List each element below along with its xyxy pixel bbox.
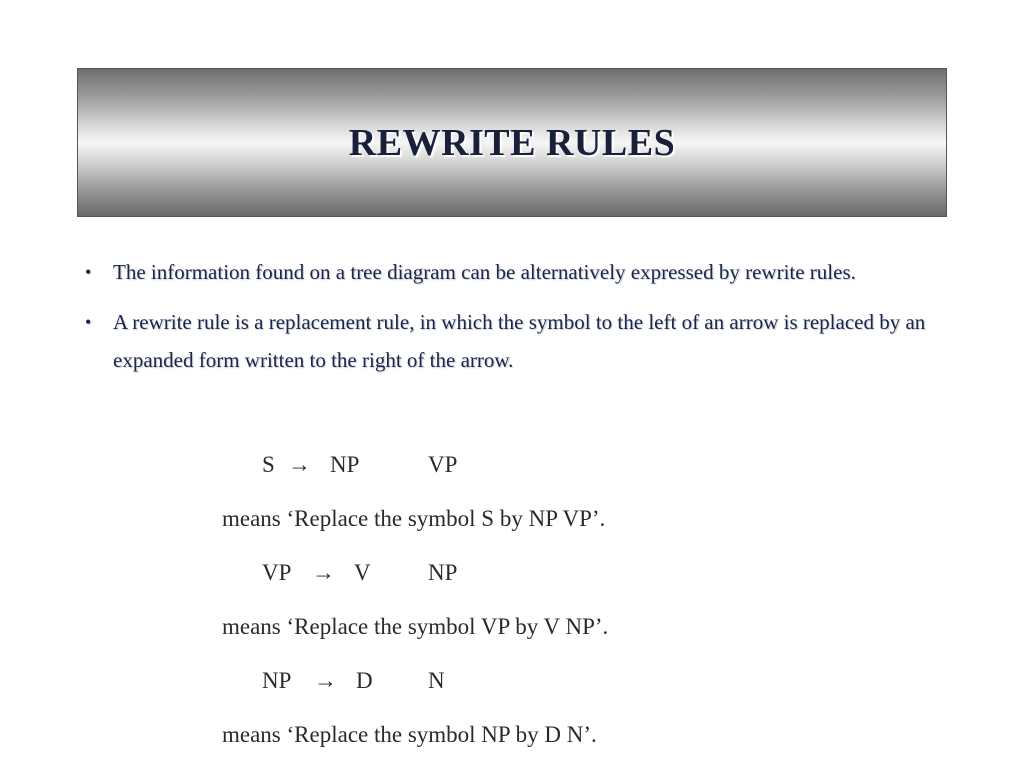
rule-np (262, 665, 922, 697)
rule-vp (262, 557, 922, 589)
rewrite-rules-block (222, 449, 922, 768)
rule-arrow: → (312, 560, 335, 585)
rule-rhs-first: NP (330, 452, 360, 477)
rule-rhs-first: V (354, 560, 371, 585)
rule-meaning: means ‘Replace the symbol S by NP VP’. (222, 506, 606, 531)
rule-s (262, 449, 922, 481)
rule-meaning: means ‘Replace the symbol VP by V NP’. (222, 614, 609, 639)
rule-rhs-second: NP (428, 560, 458, 585)
bullet-text: The information found on a tree diagram can be alternatively expressed by rewrite rules. (113, 260, 856, 284)
rule-lhs: VP (262, 560, 292, 585)
rule-rhs-second: N (428, 668, 445, 693)
rule-meaning: means ‘Replace the symbol NP by D N’. (222, 722, 597, 747)
bullet-item (85, 253, 935, 291)
bullet-dot-icon: • (85, 312, 92, 332)
bullet-dot-icon: • (85, 262, 92, 282)
slide-title: REWRITE RULES (348, 121, 676, 164)
rule-lhs: NP (262, 668, 292, 693)
rule-rhs-second: VP (428, 452, 458, 477)
bullet-list (85, 253, 935, 391)
title-banner (77, 68, 947, 217)
bullet-text: A rewrite rule is a replacement rule, in which the symbol to the left of an arrow is replaced by an expanded form written to the right of the arrow. (113, 310, 926, 372)
rule-arrow: → (314, 668, 337, 693)
rule-rhs-first: D (356, 668, 373, 693)
bullet-item (85, 303, 935, 379)
rule-lhs: S (262, 452, 275, 477)
rule-arrow: → (288, 452, 311, 477)
